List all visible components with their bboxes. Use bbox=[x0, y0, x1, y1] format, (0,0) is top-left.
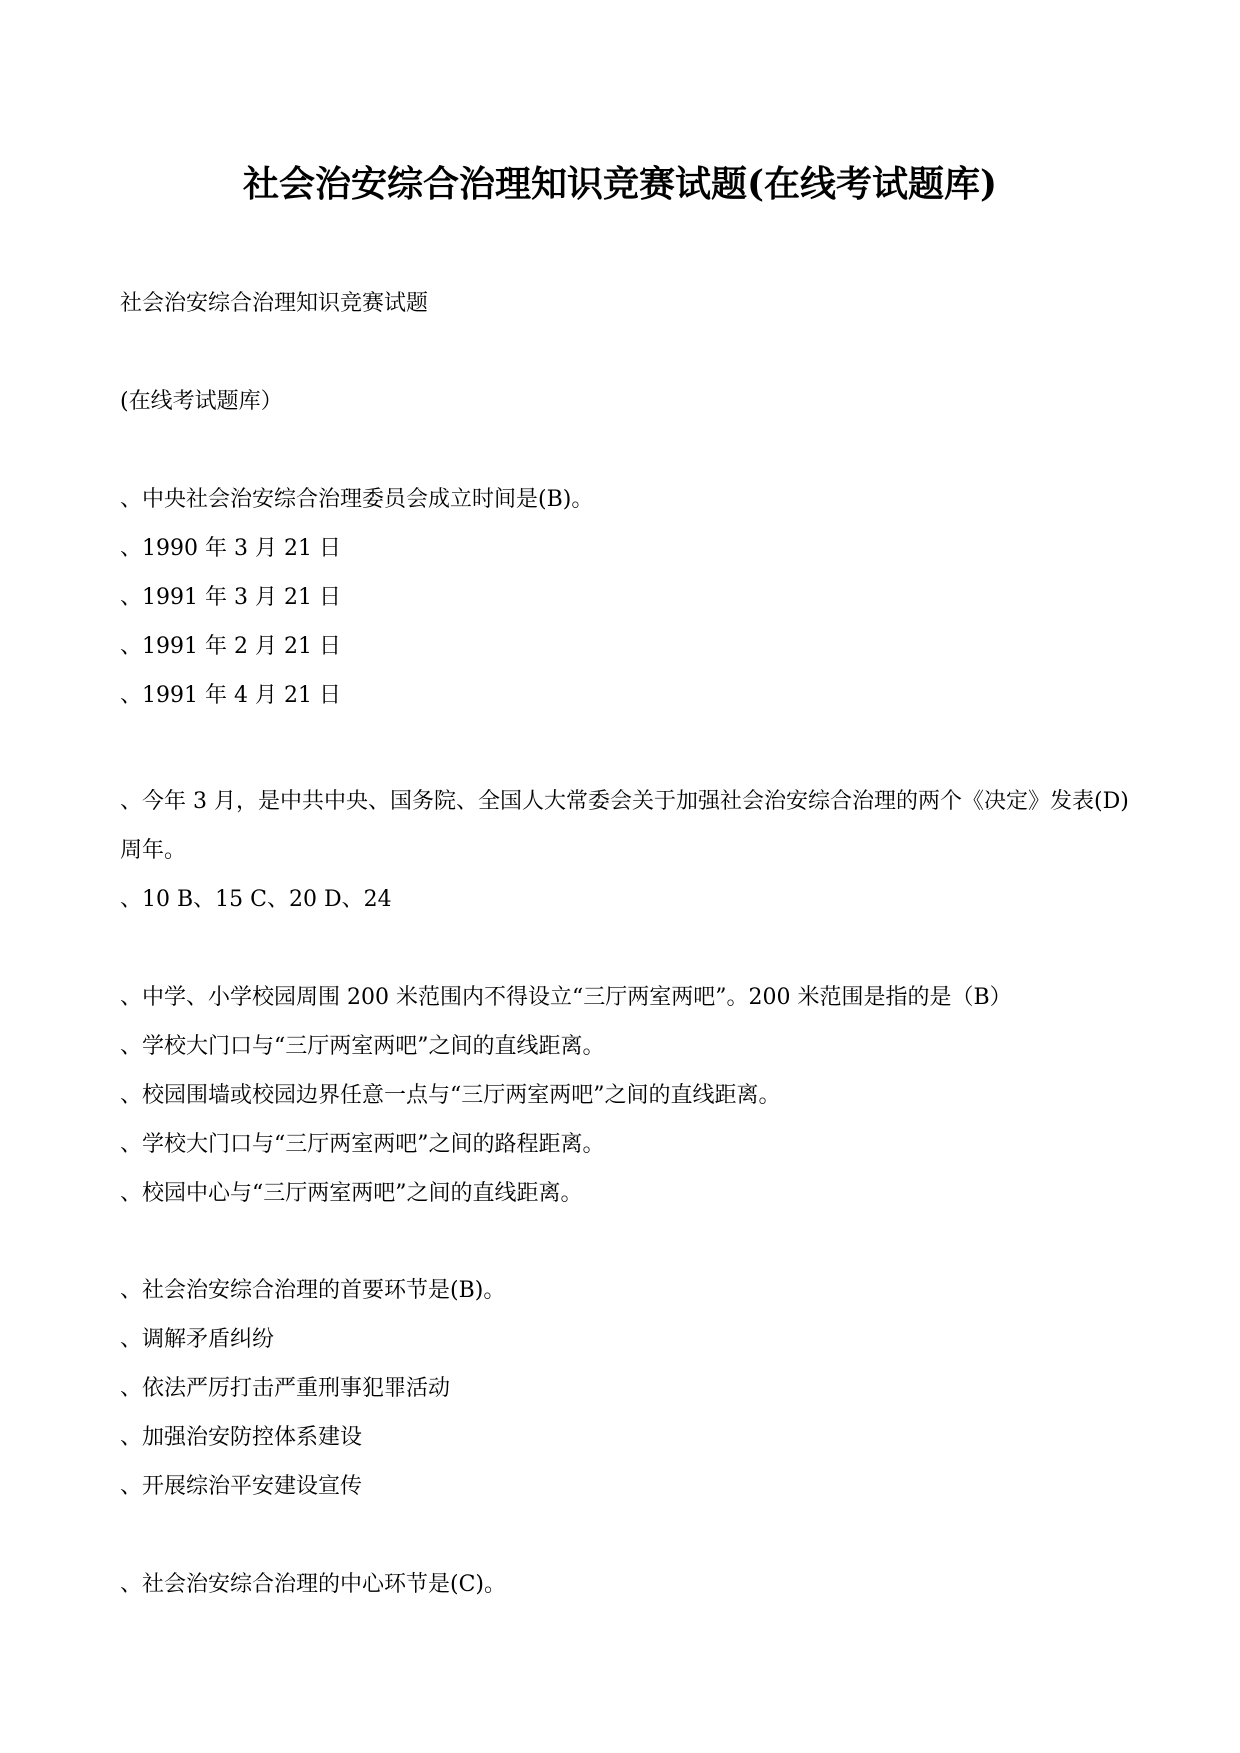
question-2-text: 、今年 3 月，是中共中央、国务院、全国人大常委会关于加强社会治安综合治理的两个《决定》发表(D)周年。 bbox=[120, 789, 1129, 863]
document-title: 社会治安综合治理知识竞赛试题(在线考试题库) bbox=[242, 163, 998, 205]
question-1-option-1: 、1990 年 3 月 21 日 bbox=[120, 536, 341, 561]
document-subtitle: 社会治安综合治理知识竞赛试题 bbox=[120, 291, 429, 316]
question-1-option-2: 、1991 年 3 月 21 日 bbox=[120, 585, 341, 610]
question-1-option-3: 、1991 年 2 月 21 日 bbox=[120, 634, 341, 659]
question-3-option-1: 、学校大门口与“三厅两室两吧”之间的直线距离。 bbox=[120, 1034, 605, 1059]
question-1-option-4: 、1991 年 4 月 21 日 bbox=[120, 683, 341, 708]
question-4-option-3: 、加强治安防控体系建设 bbox=[120, 1425, 363, 1450]
question-5-text: 、社会治安综合治理的中心环节是(C)。 bbox=[120, 1572, 507, 1597]
question-3-option-2: 、校园围墙或校园边界任意一点与“三厅两室两吧”之间的直线距离。 bbox=[120, 1083, 781, 1108]
document-subtitle-2: (在线考试题库） bbox=[120, 389, 283, 414]
question-4-option-1: 、调解矛盾纠纷 bbox=[120, 1327, 275, 1352]
question-2-option-1: 、10 B、15 C、20 D、24 bbox=[120, 887, 392, 912]
question-3-option-4: 、校园中心与“三厅两室两吧”之间的直线距离。 bbox=[120, 1181, 583, 1206]
question-3-option-3: 、学校大门口与“三厅两室两吧”之间的路程距离。 bbox=[120, 1132, 605, 1157]
question-4-text: 、社会治安综合治理的首要环节是(B)。 bbox=[120, 1278, 506, 1303]
question-1-text: 、中央社会治安综合治理委员会成立时间是(B)。 bbox=[120, 487, 594, 512]
question-4-option-2: 、依法严厉打击严重刑事犯罪活动 bbox=[120, 1376, 451, 1401]
question-4-option-4: 、开展综治平安建设宣传 bbox=[120, 1474, 363, 1499]
question-3-text: 、中学、小学校园周围 200 米范围内不得设立“三厅两室两吧”。200 米范围是指的是（B） bbox=[120, 985, 1012, 1010]
